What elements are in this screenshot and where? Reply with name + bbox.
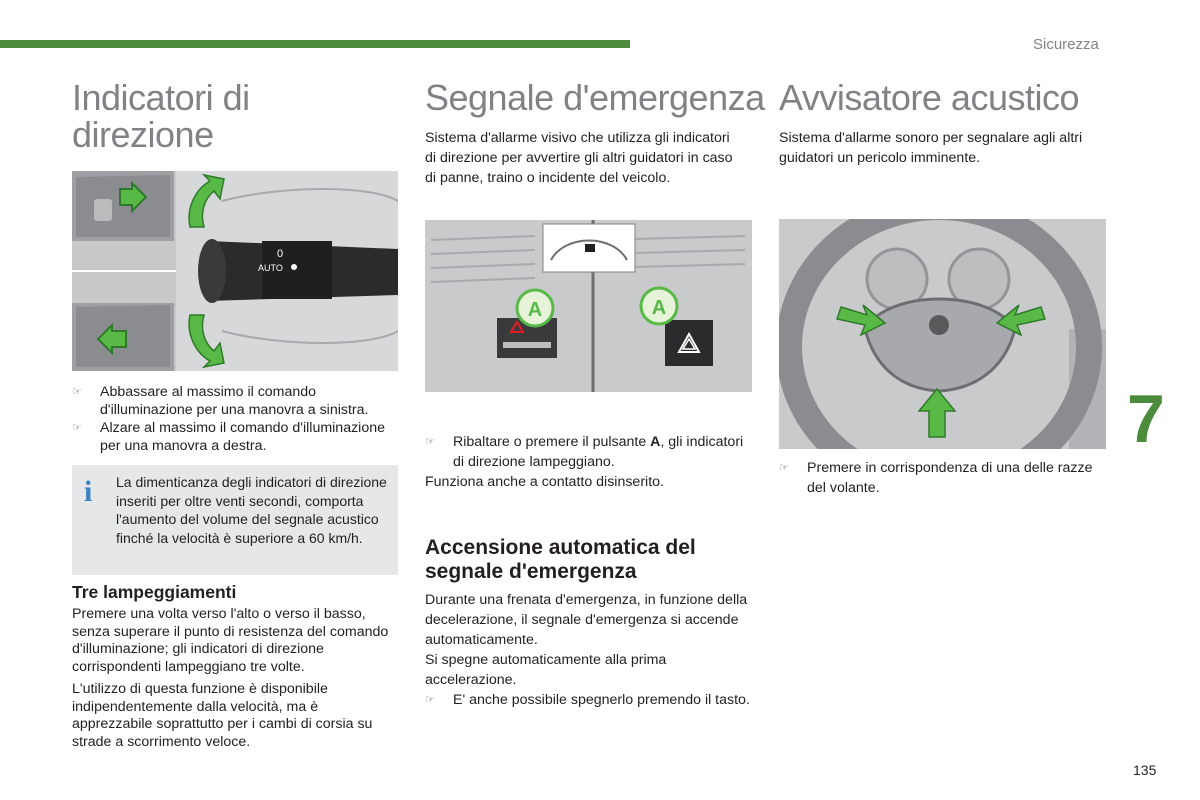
paragraph-tre-lampeggiamenti: Premere una volta verso l'alto o verso il basso, senza superare il punto di resistenza del comando d'illuminazione; gli indicatori di direzione corrispondenti lampeggiano tre volte.	[72, 606, 389, 675]
bullet-item: ☞ Abbassare al massimo il comando d'illuminazione per una manovra a sinistra.	[72, 384, 369, 418]
bullets-spegnimento	[425, 690, 752, 710]
stalk-label-zero: 0	[277, 248, 284, 260]
paragraph-spegnimento: Si spegne automaticamente alla prima accelerazione.	[425, 652, 667, 688]
bullets-indicatori	[72, 383, 398, 455]
title-avvisatore-acustico: Avvisatore acustico	[779, 77, 1079, 118]
bullets-avvisatore	[779, 458, 1106, 498]
paragraph-contatto: Funziona anche a contatto disinserito.	[425, 474, 664, 490]
pointing-hand-icon: ☞	[72, 386, 82, 398]
info-icon: i	[84, 475, 93, 508]
svg-text:A: A	[527, 299, 543, 321]
header-accent-bar	[0, 40, 630, 48]
figure-turn-signal-stalk	[72, 171, 398, 371]
pointing-hand-icon: ☞	[779, 462, 789, 474]
figure-hazard-button	[425, 220, 752, 392]
info-box	[72, 465, 398, 575]
pointing-hand-icon: ☞	[425, 694, 435, 706]
info-text: La dimenticanza degli indicatori di direzione inseriti per oltre venti secondi, comporta l'aumento del volume del segnale acustico finché la velocità è superiore a 60 km/h.	[116, 474, 387, 546]
intro-avvisatore-acustico: Sistema d'allarme sonoro per segnalare agli altri guidatori un pericolo imminente.	[779, 130, 1083, 166]
brand-logo	[929, 315, 949, 335]
section-label: Sicurezza	[1033, 36, 1099, 53]
bullets-segnale-emergenza	[425, 432, 752, 472]
pointing-hand-icon: ☞	[72, 422, 82, 434]
svg-text:A: A	[651, 297, 667, 319]
paragraph-utilizzo: L'utilizzo di questa funzione è disponibile indipendentemente dalla velocità, ma è apprezzabile soprattutto per i cambi di corsia su strade a scorrimento veloce.	[72, 681, 373, 750]
subtitle-tre-lampeggiamenti: Tre lampeggiamenti	[72, 582, 237, 602]
paragraph-frenata: Durante una frenata d'emergenza, in funzione della decelerazione, il segnale d'emergenza si accende automaticamente.	[425, 592, 748, 648]
intro-segnale-emergenza: Sistema d'allarme visivo che utilizza gli indicatori di direzione per avvertire gli altri guidatori in caso di panne, traino o incidente del veicolo.	[425, 130, 733, 186]
page-number: 135	[1133, 762, 1157, 778]
figure-steering-wheel-horn	[779, 219, 1106, 449]
bullet-item: ☞ Alzare al massimo il comando d'illuminazione per una manovra a destra.	[72, 420, 386, 454]
title-indicatori: Indicatori di direzione	[72, 77, 250, 155]
bullet-item: ☞ E' anche possibile spegnerlo premendo il tasto.	[425, 692, 750, 708]
stalk-label-auto: AUTO	[258, 263, 283, 273]
chapter-number: 7	[1127, 381, 1165, 457]
bullet-item: ☞ Premere in corrispondenza di una delle razze del volante.	[779, 460, 1093, 496]
title-segnale-emergenza: Segnale d'emergenza	[425, 77, 765, 118]
bullet-item: ☞ Ribaltare o premere il pulsante A, gli indicatori di direzione lampeggiano.	[425, 434, 744, 470]
pointing-hand-icon: ☞	[425, 436, 435, 448]
subtitle-accensione-automatica: Accensione automatica del segnale d'emergenza	[425, 536, 696, 583]
